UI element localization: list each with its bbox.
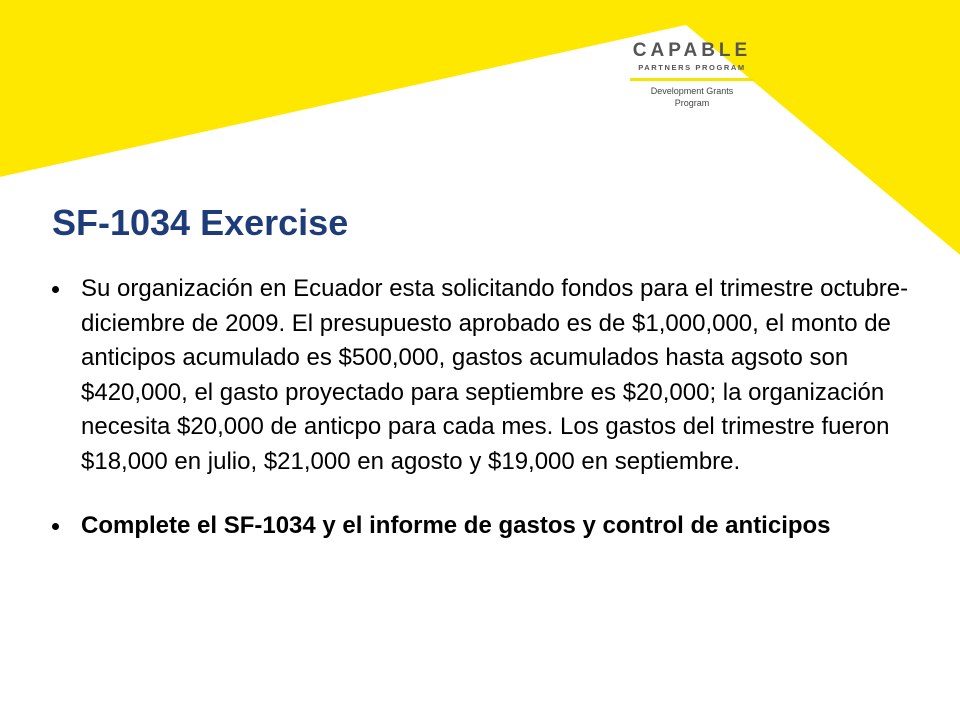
slide-title: SF-1034 Exercise	[52, 202, 349, 243]
logo-wordmark: CAPABLE	[632, 40, 752, 61]
bullet-text-scenario: Su organización en Ecuador esta solicitando fondos para el trimestre octubre-diciembre de 2009. El presupuesto aprobado es de $1,000,000, el monto de anticipos acumulado es $500,000, gastos acumulados hasta agsoto son $420,000, el gasto proyectado para septiembre es $20,000; la organización necesita $20,000 de anticpo para cada mes. Los gastos del trimestre fueron $18,000 en julio, $21,000 en agosto y $19,000 en septiembre.	[81, 275, 909, 475]
capable-logo	[622, 40, 762, 109]
logo-divider	[630, 78, 754, 81]
bullet-list	[52, 272, 912, 544]
bullet-item-scenario	[52, 272, 912, 479]
bullet-text-instruction: Complete el SF-1034 y el informe de gastos y control de anticipos	[81, 512, 831, 539]
logo-grants-line1: Development Grants	[650, 86, 734, 96]
logo-grants-line2: Program	[674, 98, 710, 108]
logo-subtitle: PARTNERS PROGRAM	[638, 63, 746, 72]
logo-grants-text	[630, 85, 754, 109]
bullet-item-instruction	[52, 509, 912, 544]
bullet-dot-icon	[52, 523, 59, 530]
bullet-dot-icon	[52, 286, 59, 293]
